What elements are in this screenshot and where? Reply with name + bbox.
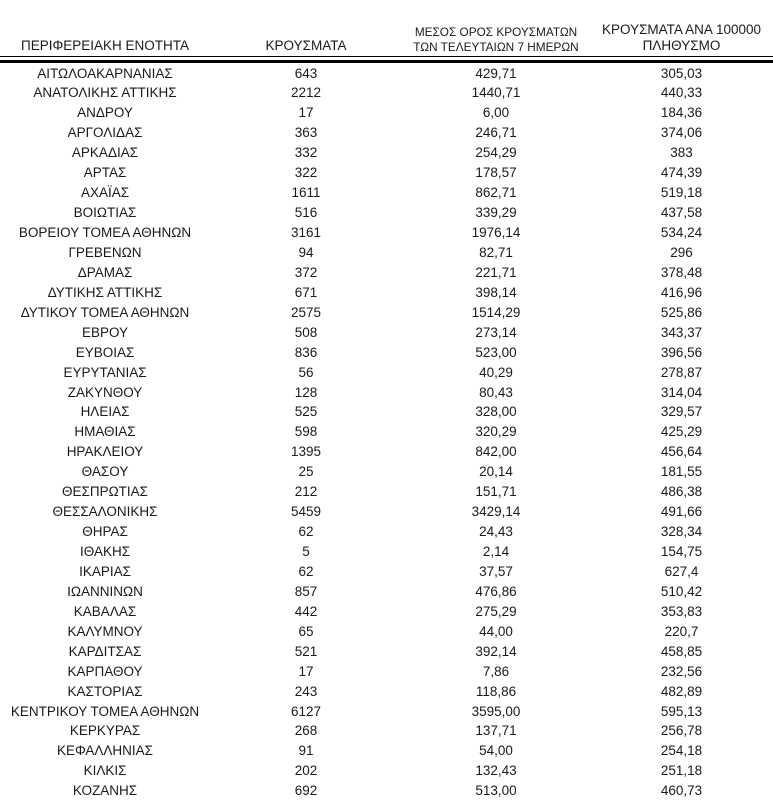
cell-avg-7day: 151,71 — [475, 484, 517, 500]
cell-cases: 521 — [294, 643, 318, 659]
cell-per-100k: 482,89 — [660, 683, 703, 699]
cell-avg-7day: 3429,14 — [471, 504, 521, 520]
table-row — [0, 642, 773, 662]
table-row — [0, 702, 773, 722]
cell-per-100k: 353,83 — [660, 603, 703, 619]
cell-per-100k: 374,06 — [660, 125, 703, 141]
cell-avg-7day: 392,14 — [475, 643, 517, 659]
cell-cases: 128 — [294, 384, 318, 400]
header-per-100k — [590, 22, 773, 56]
table-row — [0, 243, 773, 263]
table-row — [0, 203, 773, 223]
cell-cases: 62 — [298, 563, 314, 579]
table-row — [0, 422, 773, 442]
table-row — [0, 64, 773, 84]
cell-avg-7day: 254,29 — [475, 145, 517, 161]
cell-avg-7day: 842,00 — [475, 444, 517, 460]
cell-cases: 2575 — [290, 304, 322, 320]
table-row — [0, 283, 773, 303]
table-row — [0, 83, 773, 103]
cell-avg-7day: 54,00 — [479, 743, 513, 759]
cell-per-100k: 256,78 — [660, 723, 703, 739]
cell-per-100k: 232,56 — [660, 663, 703, 679]
cell-regional-unit: ΔΡΑΜΑΣ — [77, 264, 133, 280]
cell-cases: 442 — [294, 603, 318, 619]
cell-per-100k: 425,29 — [660, 424, 703, 440]
table-header — [0, 0, 773, 57]
cell-avg-7day: 137,71 — [475, 723, 517, 739]
cell-cases: 516 — [294, 205, 318, 221]
cell-per-100k: 296 — [670, 244, 693, 260]
cell-regional-unit: ΗΛΕΙΑΣ — [80, 404, 130, 420]
cell-regional-unit: ΙΚΑΡΙΑΣ — [79, 563, 131, 579]
header-regional-unit-label: ΠΕΡΙΦΕΡΕΙΑΚΗ ΕΝΟΤΗΤΑ — [20, 38, 190, 53]
cell-avg-7day: 221,71 — [475, 264, 517, 280]
table-row — [0, 383, 773, 403]
table-row — [0, 622, 773, 642]
cell-cases: 17 — [298, 105, 314, 121]
table-row — [0, 223, 773, 243]
table-row — [0, 582, 773, 602]
cell-avg-7day: 275,29 — [475, 603, 517, 619]
header-regional-unit — [0, 38, 210, 56]
cell-avg-7day: 398,14 — [475, 284, 517, 300]
cell-avg-7day: 1440,71 — [471, 85, 521, 101]
cell-per-100k: 378,48 — [660, 264, 703, 280]
cell-avg-7day: 6,00 — [482, 105, 510, 121]
cell-per-100k: 305,03 — [660, 65, 703, 81]
cell-avg-7day: 37,57 — [479, 563, 513, 579]
cell-avg-7day: 3595,00 — [471, 703, 521, 719]
cell-cases: 56 — [298, 364, 314, 380]
cell-avg-7day: 1976,14 — [471, 225, 521, 240]
table-row — [0, 363, 773, 383]
cell-cases: 671 — [294, 284, 318, 300]
cell-cases: 17 — [298, 663, 314, 679]
cell-avg-7day: 273,14 — [475, 324, 517, 340]
cell-per-100k: 458,85 — [660, 643, 703, 659]
header-avg-7day-line2: ΤΩΝ ΤΕΛΕΥΤΑΙΩΝ 7 ΗΜΕΡΩΝ — [413, 39, 579, 54]
cell-per-100k: 343,37 — [660, 324, 703, 340]
cell-avg-7day: 523,00 — [475, 344, 517, 360]
table-row — [0, 522, 773, 542]
cell-avg-7day: 132,43 — [475, 763, 517, 779]
cell-avg-7day: 476,86 — [475, 583, 517, 599]
cell-avg-7day: 82,71 — [479, 244, 513, 260]
table-row — [0, 662, 773, 682]
cell-per-100k: 396,56 — [660, 344, 703, 360]
cell-avg-7day: 20,14 — [479, 464, 513, 480]
cell-regional-unit: ΔΥΤΙΚΟΥ ΤΟΜΕΑ ΑΘΗΝΩΝ — [20, 304, 190, 320]
cell-regional-unit: ΘΗΡΑΣ — [82, 524, 128, 540]
cell-avg-7day: 118,86 — [475, 683, 517, 699]
cell-per-100k: 251,18 — [660, 763, 703, 779]
cell-per-100k: 486,38 — [660, 484, 703, 500]
cell-cases: 692 — [294, 783, 318, 799]
cell-per-100k: 184,36 — [660, 105, 703, 121]
cell-avg-7day: 339,29 — [475, 205, 517, 221]
cell-regional-unit: ΚΑΡΠΑΘΟΥ — [67, 663, 143, 679]
cell-cases: 508 — [294, 324, 318, 340]
cell-regional-unit: ΘΑΣΟΥ — [81, 464, 129, 480]
header-cases — [210, 38, 402, 56]
cell-per-100k: 314,04 — [660, 384, 703, 400]
cell-avg-7day: 44,00 — [479, 623, 513, 639]
cell-cases: 202 — [294, 763, 318, 779]
table-row — [0, 303, 773, 323]
cell-cases: 268 — [294, 723, 318, 739]
cell-cases: 212 — [294, 484, 318, 500]
cell-cases: 243 — [294, 683, 318, 699]
cell-cases: 62 — [298, 524, 314, 540]
cell-regional-unit: ΚΑΣΤΟΡΙΑΣ — [67, 683, 143, 699]
cell-per-100k: 154,75 — [660, 544, 703, 559]
cell-cases: 643 — [294, 65, 318, 81]
cell-avg-7day: 80,43 — [479, 384, 513, 400]
cell-regional-unit: ΔΥΤΙΚΗΣ ΑΤΤΙΚΗΣ — [47, 284, 163, 300]
cell-cases: 25 — [298, 464, 314, 480]
cell-per-100k: 416,96 — [660, 284, 703, 300]
cell-avg-7day: 2,14 — [482, 544, 510, 559]
cell-cases: 372 — [294, 264, 318, 280]
cell-cases: 5 — [302, 544, 310, 559]
table-row — [0, 183, 773, 203]
cell-avg-7day: 24,43 — [479, 524, 513, 540]
cell-regional-unit: ΗΡΑΚΛΕΙΟΥ — [66, 444, 144, 460]
cell-regional-unit: ΚΟΖΑΝΗΣ — [72, 783, 138, 799]
cell-regional-unit: ΚΕΦΑΛΛΗΝΙΑΣ — [56, 743, 154, 759]
table-row — [0, 143, 773, 163]
cell-cases: 65 — [298, 623, 314, 639]
table-row — [0, 442, 773, 462]
table-row — [0, 462, 773, 482]
cell-avg-7day: 40,29 — [479, 364, 513, 380]
cell-avg-7day: 513,00 — [475, 783, 517, 799]
cell-regional-unit: ΖΑΚΥΝΘΟΥ — [67, 384, 143, 400]
table-row — [0, 263, 773, 283]
cell-per-100k: 440,33 — [660, 85, 703, 101]
header-avg-7day — [402, 25, 590, 56]
table-row — [0, 343, 773, 363]
table-row — [0, 542, 773, 562]
cell-per-100k: 278,87 — [660, 364, 703, 380]
cell-regional-unit: ΚΕΝΤΡΙΚΟΥ ΤΟΜΕΑ ΑΘΗΝΩΝ — [10, 703, 200, 719]
cell-regional-unit: ΑΡΚΑΔΙΑΣ — [71, 145, 139, 161]
table-body — [0, 63, 773, 802]
header-avg-7day-line1: ΜΕΣΟΣ ΟΡΟΣ ΚΡΟΥΣΜΑΤΩΝ — [414, 25, 578, 39]
cell-per-100k: 437,58 — [660, 205, 703, 221]
cell-avg-7day: 429,71 — [475, 65, 517, 81]
cell-per-100k: 456,64 — [660, 444, 703, 460]
cell-per-100k: 254,18 — [660, 743, 703, 759]
cell-regional-unit: ΑΡΤΑΣ — [83, 165, 127, 181]
cell-regional-unit: ΒΟΙΩΤΙΑΣ — [73, 205, 137, 221]
table-row — [0, 323, 773, 343]
cell-regional-unit: ΚΕΡΚΥΡΑΣ — [69, 723, 141, 739]
cell-cases: 598 — [294, 424, 318, 440]
table-row — [0, 602, 773, 622]
cell-cases: 836 — [294, 344, 318, 360]
cell-regional-unit: ΚΑΛΥΜΝΟΥ — [67, 623, 143, 639]
header-cases-label: ΚΡΟΥΣΜΑΤΑ — [265, 38, 347, 53]
cell-regional-unit: ΓΡΕΒΕΝΩΝ — [68, 244, 142, 260]
table-row — [0, 482, 773, 502]
cell-regional-unit: ΙΘΑΚΗΣ — [79, 544, 131, 559]
cell-regional-unit: ΒΟΡΕΙΟΥ ΤΟΜΕΑ ΑΘΗΝΩΝ — [18, 225, 192, 240]
cell-per-100k: 534,24 — [660, 225, 703, 240]
cell-per-100k: 525,86 — [660, 304, 703, 320]
table-row — [0, 721, 773, 741]
header-per-100k-line1: ΚΡΟΥΣΜΑΤΑ ΑΝΑ 100000 — [602, 22, 761, 37]
table-row — [0, 123, 773, 143]
cell-cases: 525 — [294, 404, 318, 420]
cell-regional-unit: ΚΑΒΑΛΑΣ — [73, 603, 137, 619]
cell-cases: 857 — [294, 583, 318, 599]
header-per-100k-line2: ΠΛΗΘΥΣΜΟ — [642, 38, 721, 53]
cell-regional-unit: ΑΝΑΤΟΛΙΚΗΣ ΑΤΤΙΚΗΣ — [33, 85, 177, 101]
cell-cases: 94 — [298, 244, 314, 260]
table-row — [0, 761, 773, 781]
cell-regional-unit: ΕΥΒΟΙΑΣ — [75, 344, 135, 360]
cell-regional-unit: ΚΙΛΚΙΣ — [83, 763, 127, 779]
table-row — [0, 402, 773, 422]
cell-cases: 363 — [294, 125, 318, 141]
cell-avg-7day: 1514,29 — [471, 304, 521, 320]
cell-cases: 332 — [294, 145, 318, 161]
cell-regional-unit: ΕΥΡΥΤΑΝΙΑΣ — [63, 364, 147, 380]
cell-regional-unit: ΗΜΑΘΙΑΣ — [74, 424, 136, 440]
cell-cases: 5459 — [290, 504, 322, 520]
cell-avg-7day: 320,29 — [475, 424, 517, 440]
cell-cases: 3161 — [290, 225, 322, 240]
table-row — [0, 682, 773, 702]
table-row — [0, 163, 773, 183]
cell-per-100k: 328,34 — [660, 524, 703, 540]
cell-regional-unit: ΙΩΑΝΝΙΝΩΝ — [67, 583, 143, 599]
cell-regional-unit: ΑΡΓΟΛΙΔΑΣ — [67, 125, 143, 141]
cell-cases: 1395 — [290, 444, 322, 460]
cell-per-100k: 519,18 — [660, 185, 703, 201]
cell-regional-unit: ΑΙΤΩΛΟΑΚΑΡΝΑΝΙΑΣ — [37, 65, 173, 81]
cell-cases: 2212 — [290, 85, 322, 101]
cell-per-100k: 220,7 — [664, 623, 699, 639]
table-row — [0, 562, 773, 582]
cell-per-100k: 181,55 — [660, 464, 703, 480]
table-row — [0, 103, 773, 123]
cell-per-100k: 510,42 — [660, 583, 703, 599]
table-row — [0, 502, 773, 522]
cell-avg-7day: 246,71 — [475, 125, 517, 141]
cell-regional-unit: ΑΝΔΡΟΥ — [77, 105, 133, 121]
cell-per-100k: 460,73 — [660, 783, 703, 799]
table-row — [0, 781, 773, 801]
cell-regional-unit: ΕΒΡΟΥ — [81, 324, 129, 340]
cell-cases: 6127 — [290, 703, 322, 719]
cell-avg-7day: 7,86 — [482, 663, 510, 679]
cell-per-100k: 383 — [670, 145, 693, 161]
cell-regional-unit: ΑΧΑΪΑΣ — [80, 185, 130, 201]
cell-per-100k: 627,4 — [664, 563, 699, 579]
cell-per-100k: 474,39 — [660, 165, 703, 181]
cell-avg-7day: 862,71 — [475, 185, 517, 201]
cell-regional-unit: ΘΕΣΠΡΩΤΙΑΣ — [61, 484, 149, 500]
cell-avg-7day: 328,00 — [475, 404, 517, 420]
cell-per-100k: 491,66 — [660, 504, 703, 520]
cell-cases: 1611 — [291, 185, 321, 201]
cell-cases: 91 — [298, 743, 314, 759]
cell-per-100k: 595,13 — [660, 703, 703, 719]
cell-regional-unit: ΘΕΣΣΑΛΟΝΙΚΗΣ — [52, 504, 158, 520]
cell-regional-unit: ΚΑΡΔΙΤΣΑΣ — [68, 643, 142, 659]
cell-per-100k: 329,57 — [660, 404, 703, 420]
table-row — [0, 741, 773, 761]
cell-cases: 322 — [294, 165, 318, 181]
cell-avg-7day: 178,57 — [475, 165, 517, 181]
